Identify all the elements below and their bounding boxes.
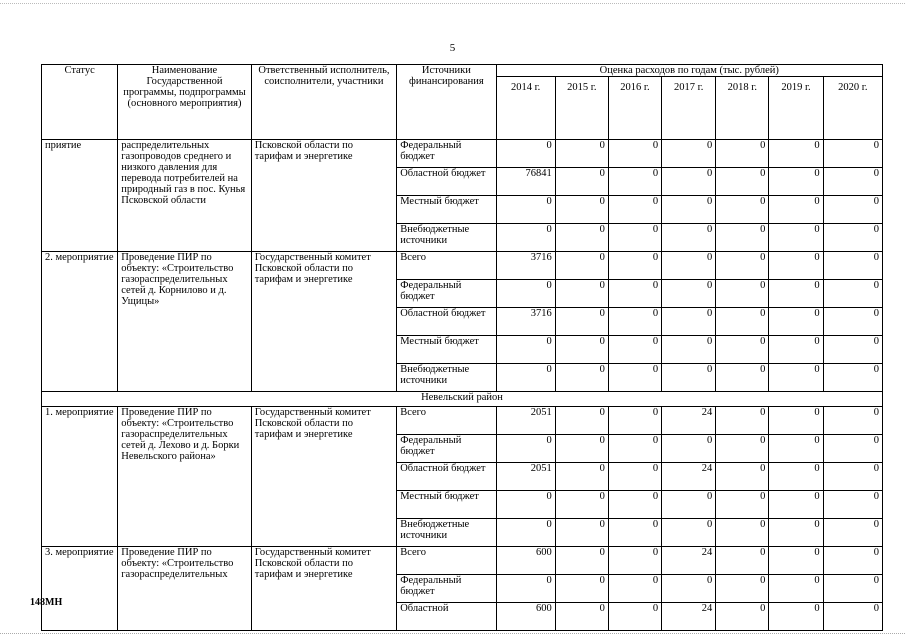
cell-source: Областной бюджет [397,168,496,196]
cell-amount: 0 [555,252,608,280]
cell-amount: 0 [608,407,661,435]
cell-name: распределительных газопроводов среднего и низкого давления для перевода потребителей на природный газ в пос. Кунья Псковской области [118,140,251,252]
cell-source: Местный бюджет [397,196,496,224]
cell-amount: 0 [555,519,608,547]
cell-amount: 0 [555,140,608,168]
cell-amount: 0 [716,308,769,336]
cell-amount: 0 [769,435,823,463]
cell-amount: 0 [769,547,823,575]
cell-amount: 0 [608,140,661,168]
cell-amount: 0 [496,336,555,364]
cell-amount: 0 [823,491,882,519]
header-year: 2015 г. [555,77,608,140]
cell-amount: 2051 [496,407,555,435]
cell-amount: 0 [496,435,555,463]
cell-amount: 0 [608,280,661,308]
cell-amount: 0 [769,196,823,224]
header-sources: Источники финансирования [397,65,496,140]
cell-amount: 0 [608,575,661,603]
cell-amount: 600 [496,547,555,575]
cell-source: Областной бюджет [397,463,496,491]
cell-amount: 0 [496,575,555,603]
cell-amount: 0 [662,196,716,224]
cell-amount: 0 [662,308,716,336]
cell-amount: 0 [716,491,769,519]
cell-responsible: Псковской области по тарифам и энергетике [251,140,397,252]
scan-edge-bottom [0,633,905,635]
cell-amount: 0 [823,252,882,280]
cell-amount: 0 [716,196,769,224]
cell-amount: 0 [823,140,882,168]
header-year: 2020 г. [823,77,882,140]
cell-amount: 0 [555,168,608,196]
cell-name: Проведение ПИР по объекту: «Строительство газораспределительных [118,547,251,631]
header-responsible: Ответственный исполнитель, соисполнители, участники [251,65,397,140]
cell-amount: 0 [662,435,716,463]
cell-amount: 0 [716,519,769,547]
cell-amount: 0 [716,435,769,463]
cell-amount: 0 [823,547,882,575]
cell-source: Местный бюджет [397,336,496,364]
cell-amount: 24 [662,407,716,435]
cell-amount: 24 [662,463,716,491]
cell-amount: 0 [716,463,769,491]
cell-amount: 0 [608,603,661,631]
expenditure-table [41,64,883,631]
cell-amount: 0 [823,519,882,547]
cell-amount: 0 [769,308,823,336]
cell-source: Внебюджетные источники [397,364,496,392]
cell-amount: 0 [823,196,882,224]
section-title: Невельский район [42,392,883,407]
cell-status: 1. мероприятие [42,407,118,547]
cell-amount: 0 [496,519,555,547]
cell-amount: 0 [823,168,882,196]
cell-amount: 0 [608,463,661,491]
cell-amount: 0 [608,224,661,252]
cell-amount: 0 [662,364,716,392]
cell-amount: 0 [769,224,823,252]
cell-amount: 0 [769,252,823,280]
cell-amount: 2051 [496,463,555,491]
cell-amount: 3716 [496,308,555,336]
cell-amount: 0 [662,519,716,547]
page-number: 5 [449,42,456,54]
cell-source: Федеральный бюджет [397,435,496,463]
cell-amount: 0 [496,140,555,168]
cell-amount: 0 [769,336,823,364]
cell-amount: 0 [823,575,882,603]
cell-amount: 0 [496,491,555,519]
cell-amount: 0 [769,280,823,308]
cell-amount: 0 [823,308,882,336]
cell-amount: 0 [823,463,882,491]
cell-amount: 0 [769,575,823,603]
cell-amount: 0 [662,252,716,280]
cell-amount: 0 [608,364,661,392]
cell-amount: 0 [555,603,608,631]
cell-amount: 24 [662,603,716,631]
cell-amount: 0 [769,463,823,491]
cell-responsible: Государственный комитет Псковской области по тарифам и энергетике [251,407,397,547]
cell-amount: 0 [769,364,823,392]
cell-amount: 0 [496,364,555,392]
cell-amount: 0 [555,575,608,603]
cell-amount: 0 [608,519,661,547]
table-row [42,252,883,280]
cell-source: Всего [397,407,496,435]
cell-amount: 0 [608,547,661,575]
cell-status: 2. мероприятие [42,252,118,392]
header-year: 2016 г. [608,77,661,140]
cell-status: приятие [42,140,118,252]
cell-amount: 0 [496,196,555,224]
cell-amount: 0 [716,547,769,575]
cell-amount: 0 [769,407,823,435]
cell-amount: 0 [555,407,608,435]
cell-amount: 0 [823,336,882,364]
cell-amount: 0 [608,168,661,196]
cell-source: Внебюджетные источники [397,224,496,252]
cell-amount: 0 [716,140,769,168]
header-year: 2018 г. [716,77,769,140]
cell-amount: 0 [769,491,823,519]
cell-amount: 0 [555,364,608,392]
cell-amount: 0 [555,280,608,308]
cell-source: Местный бюджет [397,491,496,519]
cell-amount: 3716 [496,252,555,280]
cell-amount: 0 [555,336,608,364]
cell-amount: 0 [555,308,608,336]
header-status: Статус [42,65,118,140]
cell-amount: 0 [555,463,608,491]
cell-source: Федеральный бюджет [397,140,496,168]
cell-amount: 0 [716,603,769,631]
cell-amount: 0 [608,308,661,336]
cell-name: Проведение ПИР по объекту: «Строительство газораспределительных сетей д. Корнилово и д. Ущицы» [118,252,251,392]
table-row [42,140,883,168]
cell-amount: 0 [662,336,716,364]
cell-source: Областной [397,603,496,631]
section-row [42,392,883,407]
cell-amount: 0 [555,224,608,252]
cell-amount: 0 [716,336,769,364]
cell-name: Проведение ПИР по объекту: «Строительство газораспределительных сетей д. Лехово и д. Борки Невельского района» [118,407,251,547]
cell-amount: 0 [555,435,608,463]
cell-amount: 0 [662,491,716,519]
cell-responsible: Государственный комитет Псковской области по тарифам и энергетике [251,252,397,392]
cell-source: Федеральный бюджет [397,280,496,308]
cell-amount: 0 [608,435,661,463]
cell-responsible: Государственный комитет Псковской области по тарифам и энергетике [251,547,397,631]
cell-amount: 76841 [496,168,555,196]
cell-amount: 0 [823,224,882,252]
cell-amount: 0 [662,224,716,252]
cell-amount: 0 [716,407,769,435]
cell-amount: 0 [496,280,555,308]
footer-document-code: 148МН [30,597,63,608]
cell-amount: 0 [555,547,608,575]
cell-amount: 0 [662,575,716,603]
cell-amount: 0 [555,491,608,519]
cell-amount: 0 [769,168,823,196]
cell-source: Внебюджетные источники [397,519,496,547]
cell-source: Федеральный бюджет [397,575,496,603]
table-row [42,407,883,435]
scan-edge-top [0,3,905,5]
cell-amount: 0 [608,196,661,224]
cell-source: Всего [397,547,496,575]
cell-amount: 0 [608,252,661,280]
cell-amount: 0 [662,168,716,196]
header-estimate: Оценка расходов по годам (тыс. рублей) [496,65,882,77]
cell-amount: 0 [823,435,882,463]
cell-amount: 0 [823,603,882,631]
header-year: 2019 г. [769,77,823,140]
cell-amount: 0 [716,280,769,308]
cell-amount: 0 [716,168,769,196]
cell-amount: 0 [608,336,661,364]
cell-status: 3. мероприятие [42,547,118,631]
cell-amount: 24 [662,547,716,575]
header-year: 2017 г. [662,77,716,140]
cell-amount: 0 [769,519,823,547]
cell-amount: 0 [496,224,555,252]
cell-amount: 0 [769,140,823,168]
header-name: Наименование Государственной программы, подпрограммы (основного мероприятия) [118,65,251,140]
cell-amount: 0 [716,252,769,280]
cell-source: Областной бюджет [397,308,496,336]
cell-amount: 0 [662,280,716,308]
cell-amount: 0 [769,603,823,631]
cell-amount: 0 [823,280,882,308]
cell-amount: 0 [716,575,769,603]
cell-amount: 0 [823,407,882,435]
cell-amount: 0 [716,364,769,392]
cell-amount: 0 [823,364,882,392]
cell-amount: 0 [608,491,661,519]
header-year: 2014 г. [496,77,555,140]
cell-amount: 0 [662,140,716,168]
cell-amount: 0 [716,224,769,252]
cell-amount: 0 [555,196,608,224]
table-row [42,547,883,575]
cell-amount: 600 [496,603,555,631]
cell-source: Всего [397,252,496,280]
